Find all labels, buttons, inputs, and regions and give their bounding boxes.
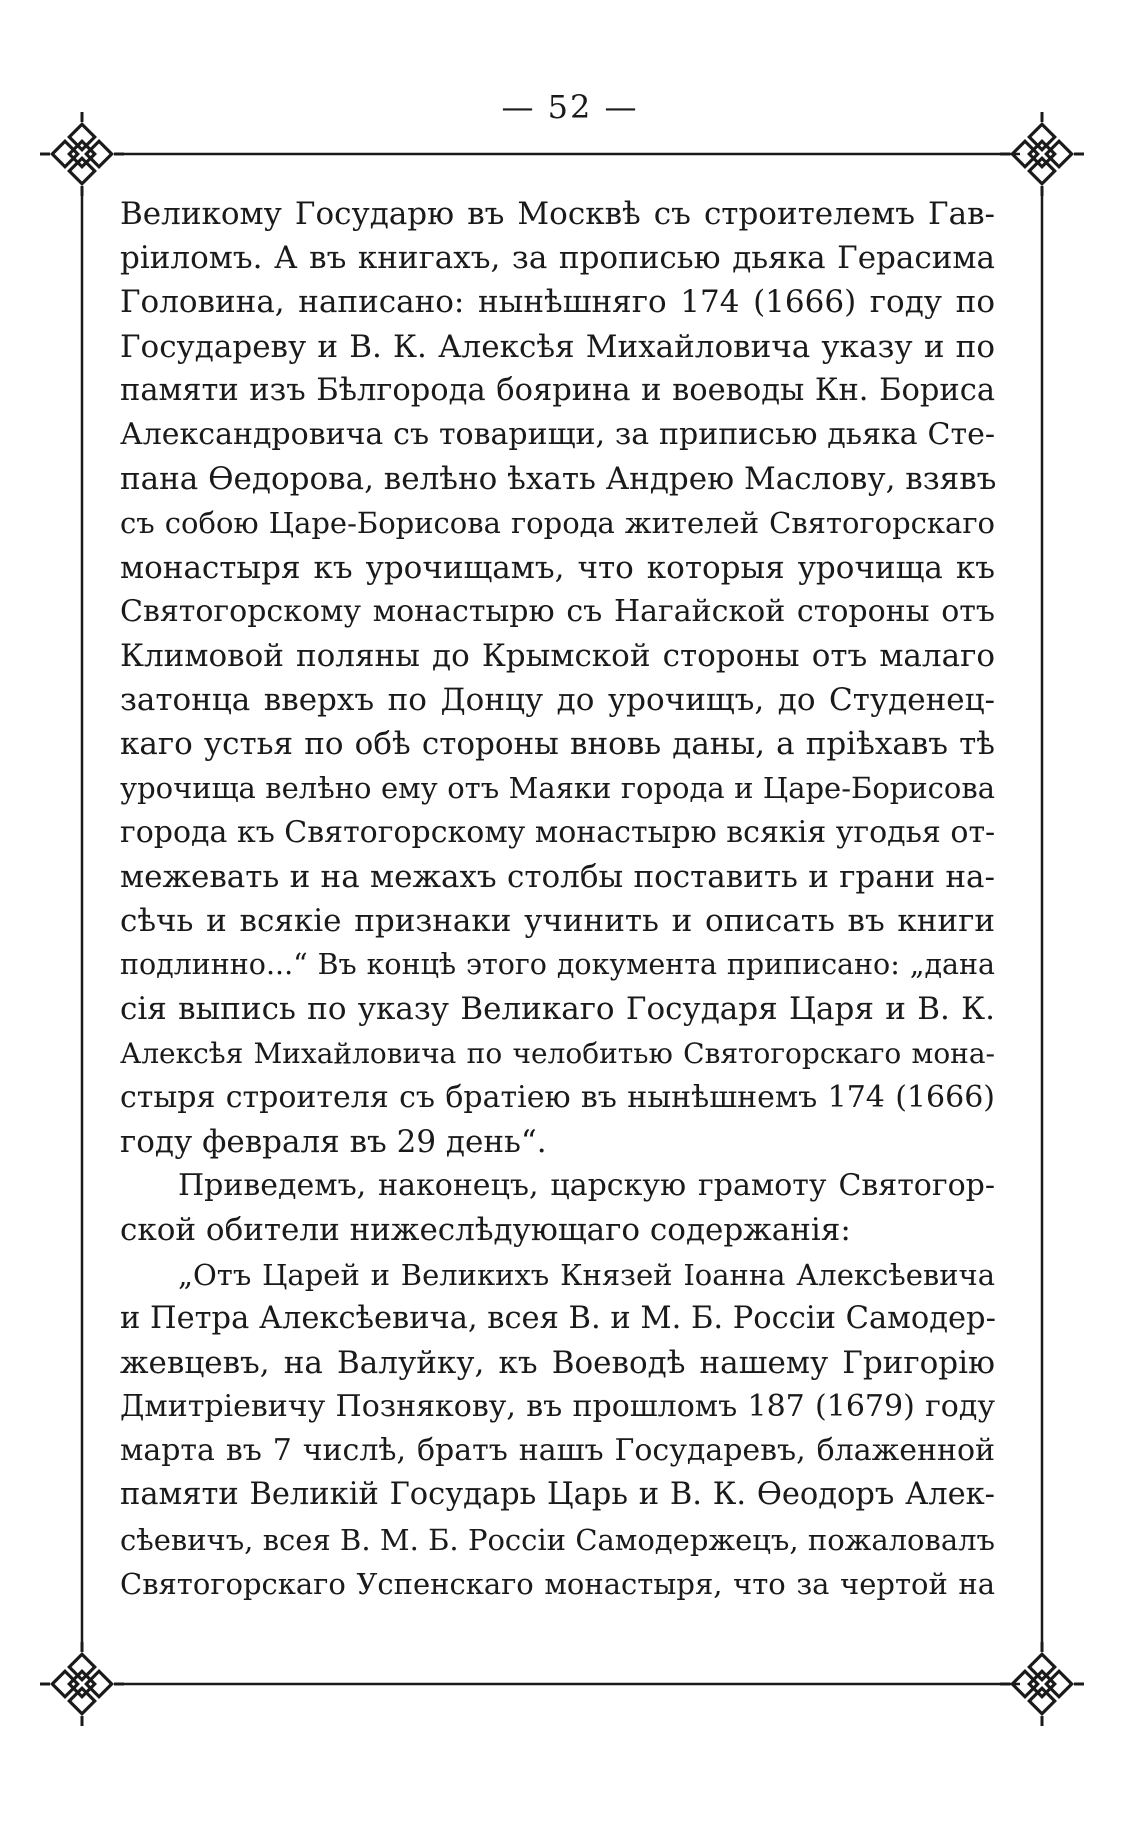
- text-line: Великому Государю въ Москвѣ съ строителемъ Гав-: [120, 196, 995, 232]
- text-line: стыря строителя съ братіею въ нынѣшнемъ 174 (1666): [120, 1079, 995, 1115]
- text-line: сѣевичъ, всея В. М. Б. Россіи Самодержецъ, пожаловалъ: [120, 1522, 995, 1557]
- text-line: города къ Святогорскому монастырю всякія угодья от-: [120, 814, 996, 850]
- text-line: „Отъ Царей и Великихъ Князей Іоанна Алексѣевича: [178, 1257, 995, 1292]
- text-line: жевцевъ, на Валуйку, къ Воеводѣ нашему Григорію: [120, 1344, 995, 1381]
- text-line: Головина, написано: нынѣшняго 174 (1666) году по: [120, 284, 995, 321]
- text-line: ріиломъ. А въ книгахъ, за прописью дьяка Герасима: [120, 240, 995, 277]
- text-line: памяти изъ Бѣлгорода боярина и воеводы Кн. Бориса: [120, 372, 995, 408]
- text-line: и Петра Алексѣевича, всея В. и М. Б. Россіи Самодер-: [120, 1300, 996, 1336]
- text-line: Дмитріевичу Познякову, въ прошломъ 187 (1679) году: [120, 1389, 995, 1425]
- text-line: Александровича съ товарищи, за приписью дьяка Сте-: [120, 416, 995, 452]
- text-line: съ собою Царе-Борисова города жителей Святогорскаго: [120, 506, 995, 541]
- corner-ornament-top-right: [1000, 112, 1084, 196]
- corner-ornament-bottom-right: [1000, 1642, 1084, 1726]
- corner-ornament-bottom-left: [40, 1642, 124, 1726]
- text-line: подлинно...“ Въ концѣ этого документа приписано: „дана: [120, 948, 995, 982]
- text-line: Климовой поляны до Крымской стороны отъ малаго: [120, 637, 995, 674]
- text-line: монастыря къ урочищамъ, что которыя урочища къ: [120, 549, 995, 586]
- text-line: Государеву и В. К. Алексѣя Михайловича указу и по: [120, 328, 995, 365]
- text-line: ской обители нижеслѣдующаго содержанія:: [120, 1212, 851, 1249]
- corner-ornament-top-left: [40, 112, 124, 196]
- text-line: Святогорскому монастырю съ Нагайской стороны отъ: [120, 593, 995, 629]
- text-line: урочища велѣно ему отъ Маяки города и Царе-Борисова: [120, 771, 995, 806]
- text-line: Алексѣя Михайловича по челобитью Святогорскаго мона-: [120, 1036, 995, 1070]
- text-line: Приведемъ, наконецъ, царскую грамоту Святогор-: [178, 1168, 995, 1204]
- text-line: каго устья по обѣ стороны вновь даны, а пріѣхавъ тѣ: [120, 726, 995, 763]
- text-line: памяти Великій Государь Царь и В. К. Өеодоръ Алек-: [120, 1477, 995, 1513]
- page-number: — 52 —: [501, 88, 639, 126]
- body-text: [120, 192, 995, 1606]
- text-line: сія выпись по указу Великаго Государя Царя и В. К.: [120, 991, 995, 1028]
- text-line: году февраля въ 29 день“.: [120, 1123, 547, 1160]
- text-line: пана Өедорова, велѣно ѣхать Андрею Маслову, взявъ: [120, 461, 997, 498]
- text-line: межевать и на межахъ столбы поставить и грани на-: [120, 858, 995, 895]
- text-line: затонца вверхъ по Донцу до урочищъ, до Студенец-: [120, 682, 995, 719]
- text-line: Святогорскаго Успенскаго монастыря, что за чертой на: [120, 1566, 995, 1601]
- text-line: марта въ 7 числѣ, братъ нашъ Государевъ, блаженной: [120, 1433, 995, 1469]
- text-line: сѣчь и всякіе признаки учинить и описать въ книги: [120, 903, 995, 939]
